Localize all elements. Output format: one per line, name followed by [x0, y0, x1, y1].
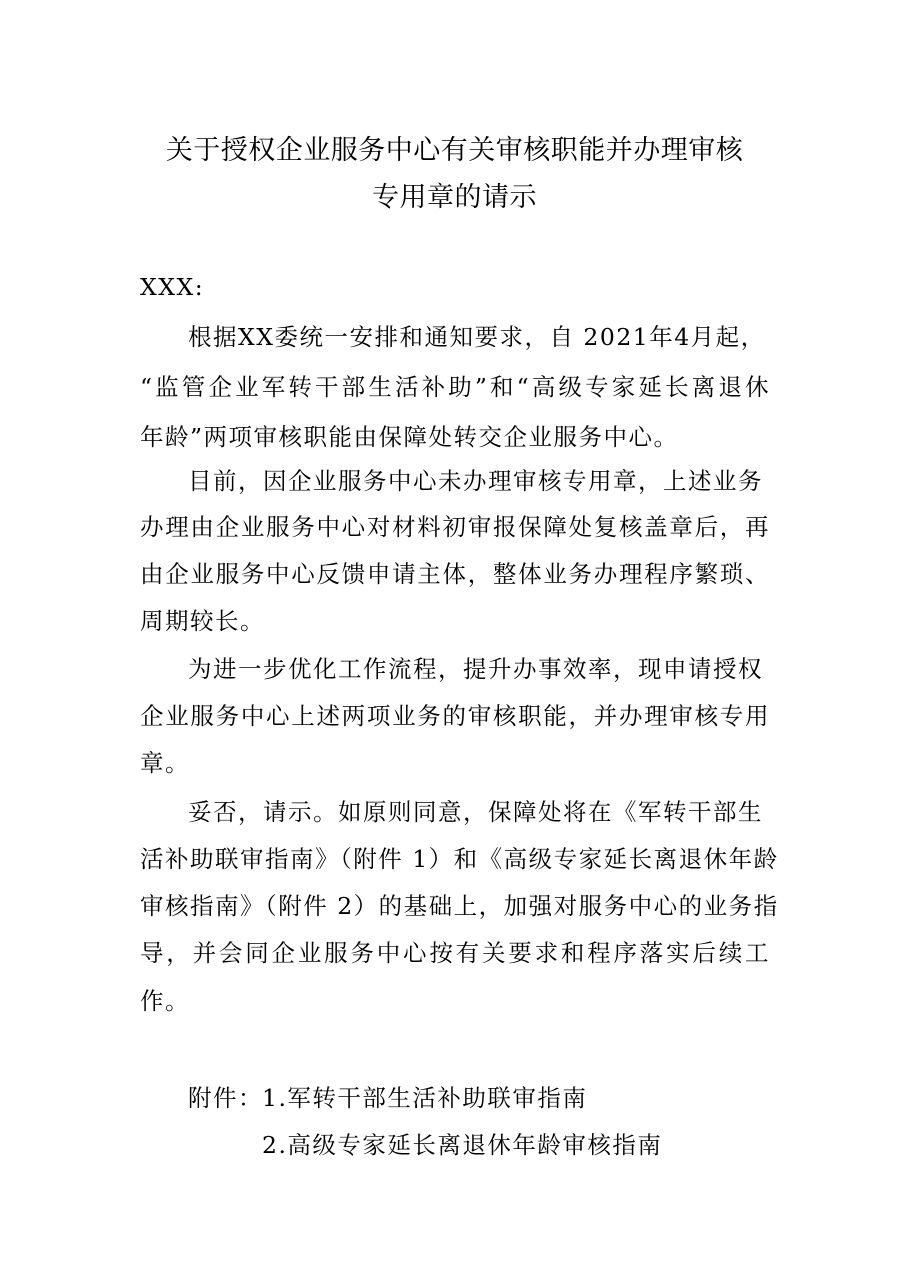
addressee: XXX:	[140, 273, 205, 301]
body-line-13: 审核指南》（附件 2）的基础上，加强对服务中心的业务指	[140, 892, 779, 920]
body-line-14: 导，并会同企业服务中心按有关要求和程序落实后续工	[140, 939, 770, 967]
body-line-1: 根据XX委统一安排和通知要求，自 2021年4月起，	[188, 323, 766, 351]
body-line-5: 办理由企业服务中心对材料初审报保障处复核盖章后，再	[140, 513, 770, 541]
attachments-label: 附件：	[188, 1084, 263, 1112]
body-line-3: 年龄”两项审核职能由保障处转交企业服务中心。	[140, 423, 679, 451]
body-line-15: 作。	[140, 987, 190, 1015]
body-line-12: 活补助联审指南》（附件 1）和《高级专家延长离退休年龄	[140, 845, 779, 873]
body-line-4: 目前，因企业服务中心未办理审核专用章，上述业务	[188, 467, 763, 495]
body-line-10: 章。	[140, 749, 190, 777]
document-title-line-2: 专用章的请示	[372, 182, 537, 213]
body-line-9: 企业服务中心上述两项业务的审核职能，并办理审核专用	[140, 702, 770, 730]
attachment-item-1: 1.军转干部生活补助联审指南	[262, 1084, 588, 1112]
body-line-11: 妥否，请示。如原则同意，保障处将在《军转干部生	[188, 798, 763, 826]
body-line-6: 由企业服务中心反馈申请主体，整体业务办理程序繁琐、	[140, 560, 770, 588]
body-line-7: 周期较长。	[140, 607, 265, 635]
attachment-item-2: 2.高级专家延长离退休年龄审核指南	[262, 1131, 663, 1159]
body-line-2: “监管企业军转干部生活补助”和“高级专家延长离退休	[140, 373, 770, 401]
document-title-line-1: 关于授权企业服务中心有关审核职能并办理审核	[165, 135, 744, 166]
body-line-8: 为进一步优化工作流程，提升办事效率，现申请授权	[188, 655, 763, 683]
